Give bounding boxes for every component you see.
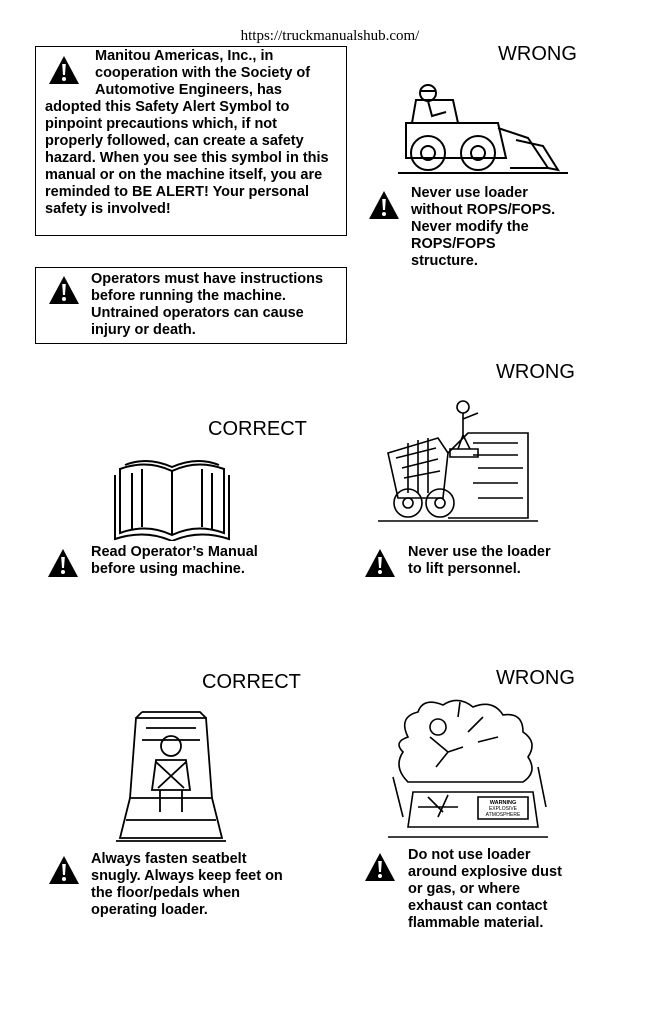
manual-heading: CORRECT: [208, 418, 307, 440]
operators-warning-text: Operators must have instructions before running the machine. Untrained operators can cause injury or death.: [91, 271, 324, 338]
rops-warning-text: Never use loader without ROPS/FOPS. Never modify the ROPS/FOPS structure.: [411, 185, 556, 269]
manual-instruction-text: Read Operator’s Manual before using machine.: [91, 544, 258, 577]
source-url[interactable]: https://truckmanualshub.com/: [240, 28, 420, 44]
loader-lifting-person-illustration: [378, 393, 548, 528]
warning-sign-line-2: ATMOSPHERE: [485, 812, 521, 818]
warning-triangle-icon: [48, 275, 80, 305]
warning-triangle-icon: [47, 548, 79, 578]
personnel-warning-text: Never use the loader to lift personnel.: [408, 544, 551, 577]
warning-triangle-icon: [364, 852, 396, 882]
explosive-heading: WRONG: [496, 667, 575, 689]
operator-seated-in-loader-illustration: [116, 708, 226, 842]
explosive-warning-text: Do not use loader around explosive dust or gas, or where exhaust can contact flammable material.: [408, 847, 562, 931]
warning-sign-line-1: EXPLOSIVE: [488, 806, 518, 812]
warning-triangle-icon: [48, 855, 80, 885]
personnel-heading: WRONG: [496, 361, 575, 383]
operators-manual-book-icon: [112, 457, 232, 541]
seatbelt-heading: CORRECT: [202, 671, 301, 693]
safety-alert-text: Manitou Americas, Inc., in cooperation with the Society of Automotive Engineers, has adopted this Safety Alert Symbol to pinpoint precautions which, if not properly followed, can create a safety hazard. When you see this symbol in this manual or on the machine itself, you are reminded to BE ALERT! Your personal safety is involved!: [45, 48, 329, 217]
warning-triangle-icon: [368, 190, 400, 220]
rops-heading: WRONG: [498, 43, 577, 65]
loader-without-rops-illustration: [398, 78, 568, 178]
warning-sign-title: WARNING: [489, 800, 517, 806]
seatbelt-instruction-text: Always fasten seatbelt snugly. Always keep feet on the floor/pedals when operating loader.: [91, 851, 283, 918]
warning-triangle-icon: [364, 548, 396, 578]
explosion-near-loader-illustration: [388, 697, 548, 842]
